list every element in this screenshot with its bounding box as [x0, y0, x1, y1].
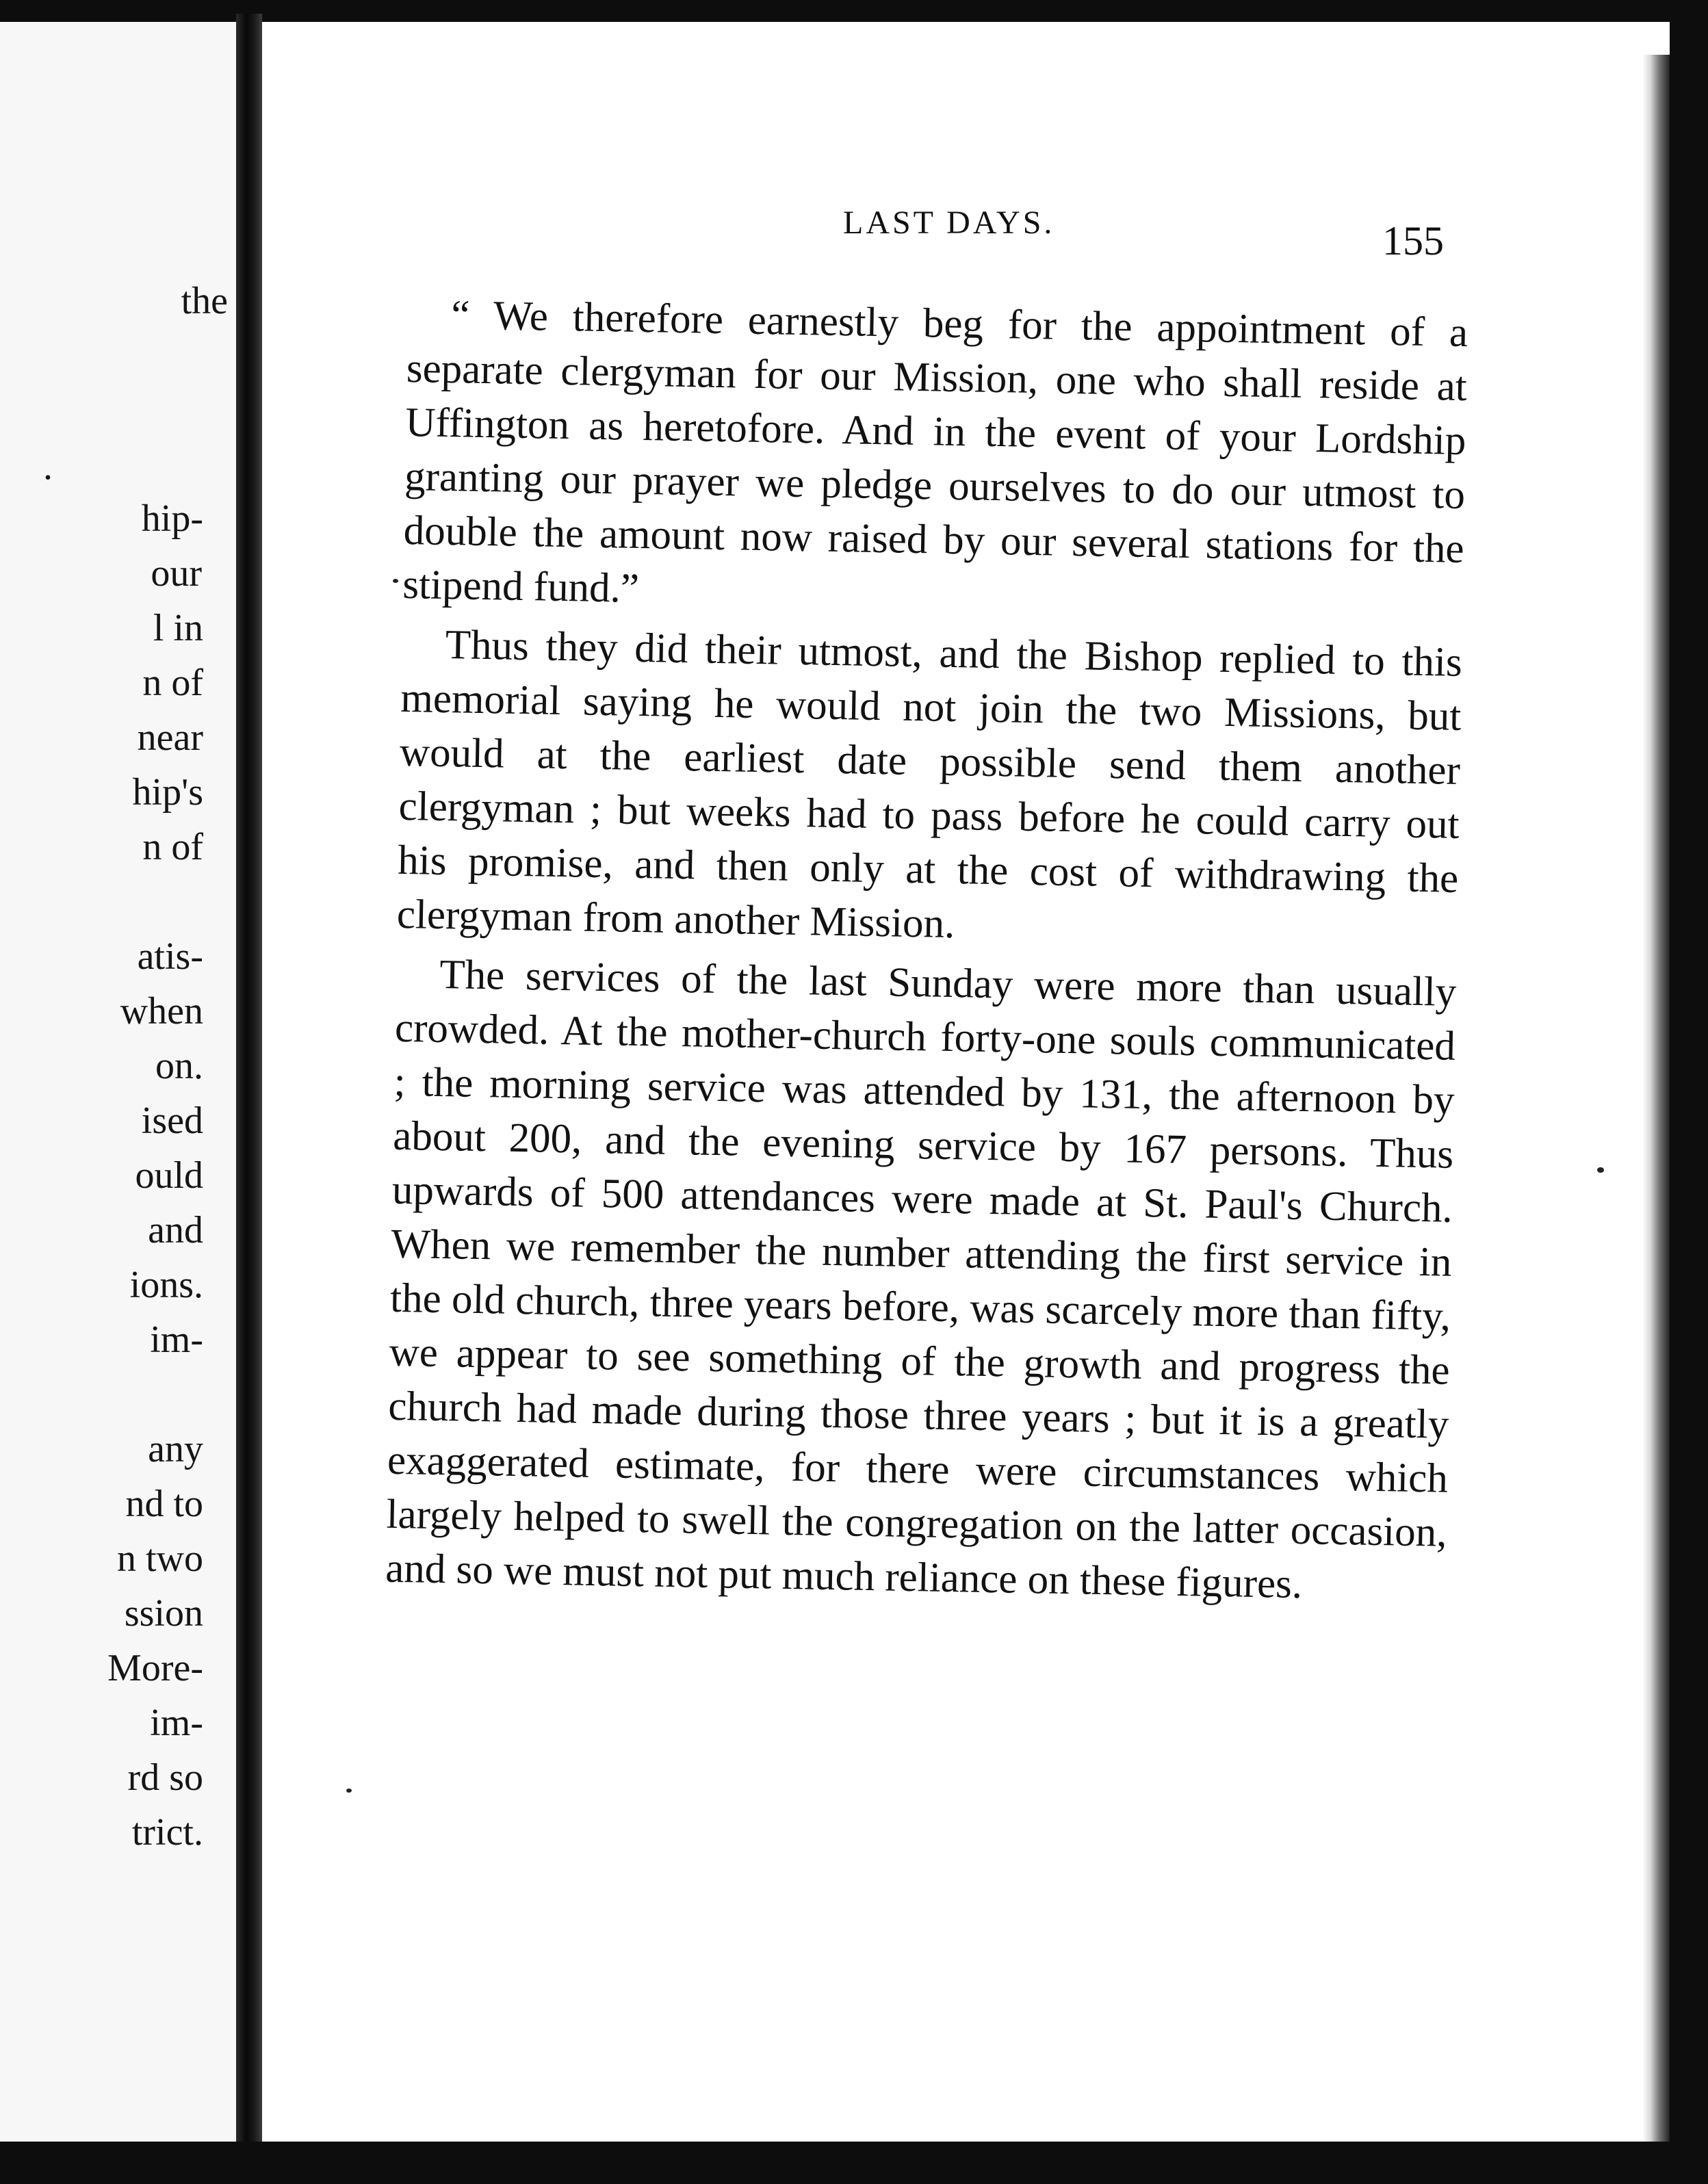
left-page-line: n of [142, 826, 203, 868]
left-page-line: and [148, 1209, 203, 1251]
left-page-line: n two [117, 1537, 203, 1580]
ink-speck [393, 579, 398, 583]
left-page-line: l in [153, 607, 203, 649]
left-page-line: trict. [131, 1811, 203, 1854]
left-page-line: when [120, 990, 203, 1032]
left-page-line: hip- [141, 497, 203, 540]
paragraph-memorial-quote: “ We therefore earnestly beg for the appointment of a separate clergyman for our Mission, one who shall reside at Uffington as heretofore. And in the event of your Lordship granting our prayer we pledge ourselves to do our utmost to double the amount now raised by our several stations for the stipend fund.” [402, 292, 1468, 612]
left-page-line: nd to [125, 1483, 203, 1525]
left-page-line: ould [135, 1154, 203, 1197]
left-page-line: More- [107, 1647, 203, 1689]
left-page-line: n of [142, 662, 203, 704]
left-page-line: im- [150, 1702, 203, 1744]
paragraph-last-sunday: The services of the last Sunday were more than usually crowded. At the mother-church forty-one souls communicated ; the morning service was attended by 131, the afternoon by about 200, and the evening service by 167 persons. Thus upwards of 500 attendances were made at St. Paul's Church. When we remember the number attending the first service in the old church, three years before, was scarcely more than fifty, we appear to see something of the growth and progress the church had made during those three years ; but it is a greatly exaggerated estimate, for there were circumstances which largely helped to swell the congregation on the latter occasion, and so we must not put much reliance on these figures. [385, 951, 1457, 1608]
scan-border-right [1670, 0, 1708, 2184]
ink-speck [1597, 1167, 1604, 1173]
page-edge-shadow [1642, 55, 1670, 2142]
running-head: LAST DAYS. [843, 205, 1055, 241]
left-page-line: any [148, 1428, 203, 1470]
left-page-line: our [151, 552, 202, 595]
left-page-line: near [137, 716, 203, 759]
book-gutter [236, 14, 262, 2142]
left-page-line: the [181, 280, 228, 322]
scan-border-bottom [0, 2142, 1708, 2184]
left-page-line: ised [141, 1100, 203, 1142]
left-page-line: hip's [132, 771, 203, 814]
left-page-line: ssion [124, 1592, 203, 1635]
left-page-line: ions. [129, 1264, 203, 1306]
left-page-line: atis- [137, 935, 203, 978]
facing-page-left [0, 22, 236, 2142]
ink-speck [346, 1789, 352, 1793]
left-page-line: on. [155, 1045, 203, 1087]
paragraph-bishop-reply: Thus they did their utmost, and the Bishop replied to this memorial saying he would not join the two Missions, but would at the earliest date possible send them another clergyman ; but weeks had to pass before he could carry out his promise, and then only at the cost of withdrawing the clergyman from another Mission. [396, 622, 1463, 948]
body-text [385, 287, 1468, 1614]
left-page-line: . [43, 445, 53, 488]
left-page-line: im- [150, 1318, 203, 1361]
page-number: 155 [1382, 218, 1444, 263]
left-page-line: rd so [127, 1756, 203, 1799]
